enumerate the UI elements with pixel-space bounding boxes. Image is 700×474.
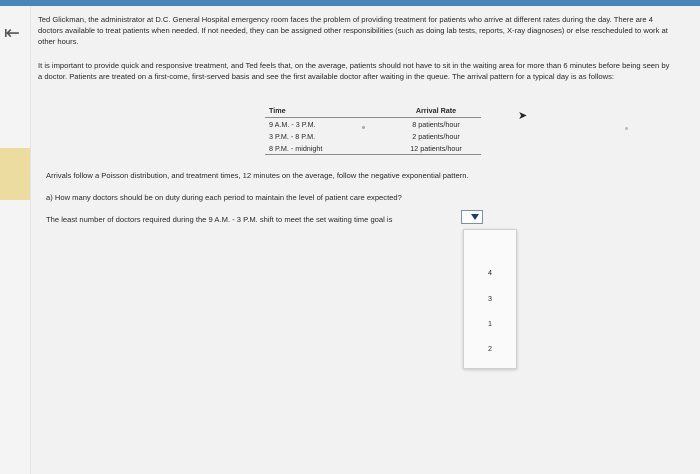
table-cell-time: 3 P.M. - 8 P.M. [269, 131, 316, 141]
stray-dot [625, 127, 628, 130]
table-cell-rate: 2 patients/hour [412, 131, 460, 141]
answer-dropdown[interactable] [461, 210, 483, 224]
table-header-rate: Arrival Rate [391, 104, 481, 118]
mouse-cursor-icon: ➤ [518, 110, 528, 122]
answer-prompt: The least number of doctors required during the 9 A.M. - 3 P.M. shift to meet the set waiting time goal is [46, 215, 393, 224]
left-rail [0, 6, 31, 474]
table-cell-time: 8 P.M. - midnight [265, 142, 391, 155]
table-cell-time: 9 A.M. - 3 P.M. [269, 119, 316, 129]
arrival-rate-table [265, 104, 481, 155]
top-accent-bar [0, 0, 700, 6]
question-part-a: a) How many doctors should be on duty during each period to maintain the level of patient care expected? [46, 193, 402, 202]
stray-dot [362, 126, 365, 129]
back-arrow-icon[interactable]: ⇤ [4, 23, 20, 44]
highlight-strip [0, 148, 30, 200]
dropdown-options-list [463, 229, 517, 369]
chevron-down-icon[interactable] [471, 214, 479, 220]
table-row [265, 130, 481, 142]
dropdown-option[interactable]: 2 [488, 344, 492, 353]
dropdown-option[interactable]: 1 [488, 319, 492, 328]
question-paragraph-1: Ted Glickman, the administrator at D.C. General Hospital emergency room faces the problem of providing treatment for patients who arrive at different rates during the day. There are 4 doctors available to treat patients when needed. If not needed, they can be assigned other responsibilities (such as doing lab tests, reports, X-ray diagnoses) or else rescheduled to work at other hours. [38, 15, 668, 46]
table-cell-rate: 12 patients/hour [391, 142, 481, 155]
table-header-time: Time [265, 104, 391, 118]
dropdown-option[interactable]: 4 [488, 268, 492, 277]
dropdown-option[interactable]: 3 [488, 294, 492, 303]
table-row [265, 142, 481, 155]
distribution-note: Arrivals follow a Poisson distribution, and treatment times, 12 minutes on the average, follow the negative exponential pattern. [46, 171, 469, 180]
question-paragraph-2: It is important to provide quick and responsive treatment, and Ted feels that, on the average, patients should not have to sit in the waiting area for more than 6 minutes before being seen by a doctor. Patients are treated on a first-come, first-served basis and see the first available doctor after waiting in the queue. The arrival pattern for a typical day is as follows: [38, 61, 670, 81]
table-row [265, 118, 481, 131]
table-header-row [265, 104, 481, 118]
table-cell-rate: 8 patients/hour [412, 119, 460, 129]
